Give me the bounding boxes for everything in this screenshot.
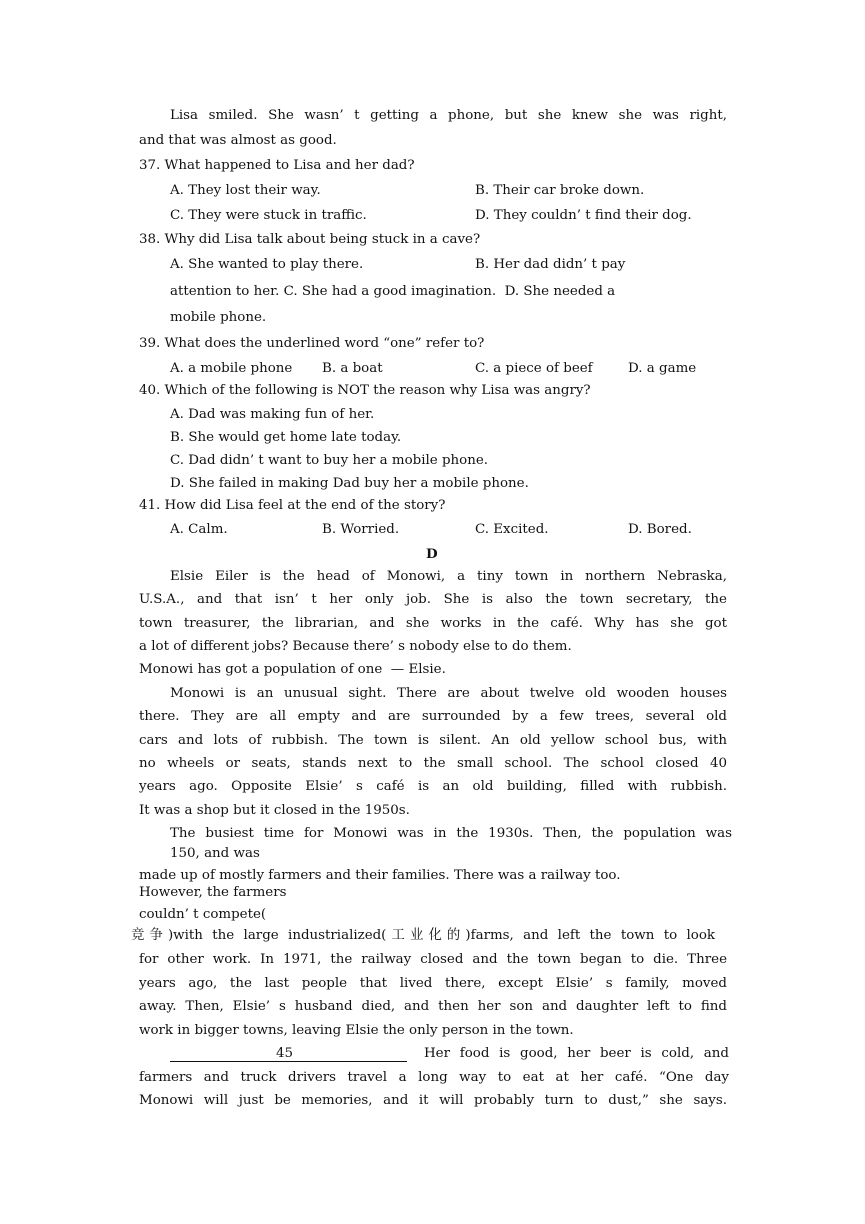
question-41-option-c: C. Excited. bbox=[475, 522, 549, 537]
question-37-option-a: A. They lost their way. bbox=[170, 183, 321, 198]
passage-d-p2-line: It was a shop but it closed in the 1950s. bbox=[139, 803, 410, 818]
question-39-option-c: C. a piece of beef bbox=[475, 361, 593, 376]
passage-d-p2-line: cars and lots of rubbish. The town is silent. An old yellow school bus, with bbox=[139, 733, 727, 748]
question-39-stem: 39. What does the underlined word “one” refer to? bbox=[139, 336, 485, 351]
passage-d-p1-line: town treasurer, the librarian, and she works in the café. Why has she got bbox=[139, 616, 727, 631]
question-37-option-b: B. Their car broke down. bbox=[475, 183, 645, 198]
passage-d-p2-line: years ago. Opposite Elsie’ s café is an old building, filled with rubbish. bbox=[139, 779, 727, 794]
question-40-option-a: A. Dad was making fun of her. bbox=[170, 407, 375, 422]
passage-d-p1-line: Monowi has got a population of one — Elsie. bbox=[139, 662, 446, 677]
question-41-option-a: A. Calm. bbox=[170, 522, 228, 537]
question-39-option-a: A. a mobile phone bbox=[170, 361, 293, 376]
question-38-option-b: B. Her dad didn’ t pay bbox=[475, 257, 626, 272]
passage-d-p2-line: no wheels or seats, stands next to the small school. The school closed 40 bbox=[139, 756, 727, 771]
question-39-option-d: D. a game bbox=[628, 361, 697, 376]
passage-d-p3-line: However, the farmers bbox=[139, 885, 287, 900]
passage-d-p3-line: The busiest time for Monowi was in the 1930s. Then, the population was bbox=[170, 826, 732, 841]
passage-d-p4-line: Her food is good, her beer is cold, and bbox=[424, 1046, 729, 1061]
passage-d-p3-line: couldn’ t compete( bbox=[139, 907, 267, 922]
question-38-options-cont: attention to her. C. She had a good imagination. D. She needed a bbox=[170, 284, 616, 299]
story-end-line-1: Lisa smiled. She wasn’ t getting a phone, but she knew she was right, bbox=[170, 108, 727, 123]
question-41-option-d: D. Bored. bbox=[628, 522, 692, 537]
passage-d-p2-line: there. They are all empty and are surrounded by a few trees, several old bbox=[139, 709, 727, 724]
question-38-option-a: A. She wanted to play there. bbox=[170, 257, 364, 272]
question-38-stem: 38. Why did Lisa talk about being stuck in a cave? bbox=[139, 232, 481, 247]
question-40-option-b: B. She would get home late today. bbox=[170, 430, 402, 445]
question-37-option-c: C. They were stuck in traffic. bbox=[170, 208, 367, 223]
passage-d-p3-line: 150, and was bbox=[170, 846, 260, 861]
question-40-option-c: C. Dad didn’ t want to buy her a mobile phone. bbox=[170, 453, 489, 468]
passage-d-p1-line: U.S.A., and that isn’ t her only job. She is also the town secretary, the bbox=[139, 592, 727, 607]
story-end-line-2: and that was almost as good. bbox=[139, 133, 337, 148]
passage-d-p2-line: Monowi is an unusual sight. There are about twelve old wooden houses bbox=[170, 686, 727, 701]
question-37-stem: 37. What happened to Lisa and her dad? bbox=[139, 158, 415, 173]
question-39-option-b: B. a boat bbox=[322, 361, 383, 376]
passage-d-p1-line: a lot of different jobs? Because there’ s nobody else to do them. bbox=[139, 639, 572, 654]
passage-d-p3-line: for other work. In 1971, the railway closed and the town began to die. Three bbox=[139, 952, 727, 967]
section-d-heading: D bbox=[426, 546, 438, 562]
passage-d-p4-line: farmers and truck drivers travel a long way to eat at her café. “One day bbox=[139, 1070, 729, 1085]
passage-d-p4-line: Monowi will just be memories, and it will probably turn to dust,” she says. bbox=[139, 1093, 727, 1108]
passage-d-p3-line: years ago, the last people that lived there, except Elsie’ s family, moved bbox=[139, 976, 727, 991]
passage-d-p3-line: 竞争)with the large industrialized(工业化的)farms, and left the town to look bbox=[131, 928, 715, 943]
question-37-option-d: D. They couldn’ t find their dog. bbox=[475, 208, 692, 223]
question-40-stem: 40. Which of the following is NOT the reason why Lisa was angry? bbox=[139, 383, 591, 398]
passage-d-p3-line: made up of mostly farmers and their families. There was a railway too. bbox=[139, 868, 621, 883]
blank-number: 45 bbox=[276, 1046, 294, 1061]
question-40-option-d: D. She failed in making Dad buy her a mobile phone. bbox=[170, 476, 529, 491]
question-41-option-b: B. Worried. bbox=[322, 522, 400, 537]
question-38-options-cont-2: mobile phone. bbox=[170, 310, 267, 325]
question-41-stem: 41. How did Lisa feel at the end of the story? bbox=[139, 498, 446, 513]
passage-d-p1-line: Elsie Eiler is the head of Monowi, a tiny town in northern Nebraska, bbox=[170, 569, 727, 584]
passage-d-p3-line: away. Then, Elsie’ s husband died, and then her son and daughter left to find bbox=[139, 999, 727, 1014]
passage-d-p3-line: work in bigger towns, leaving Elsie the only person in the town. bbox=[139, 1023, 574, 1038]
